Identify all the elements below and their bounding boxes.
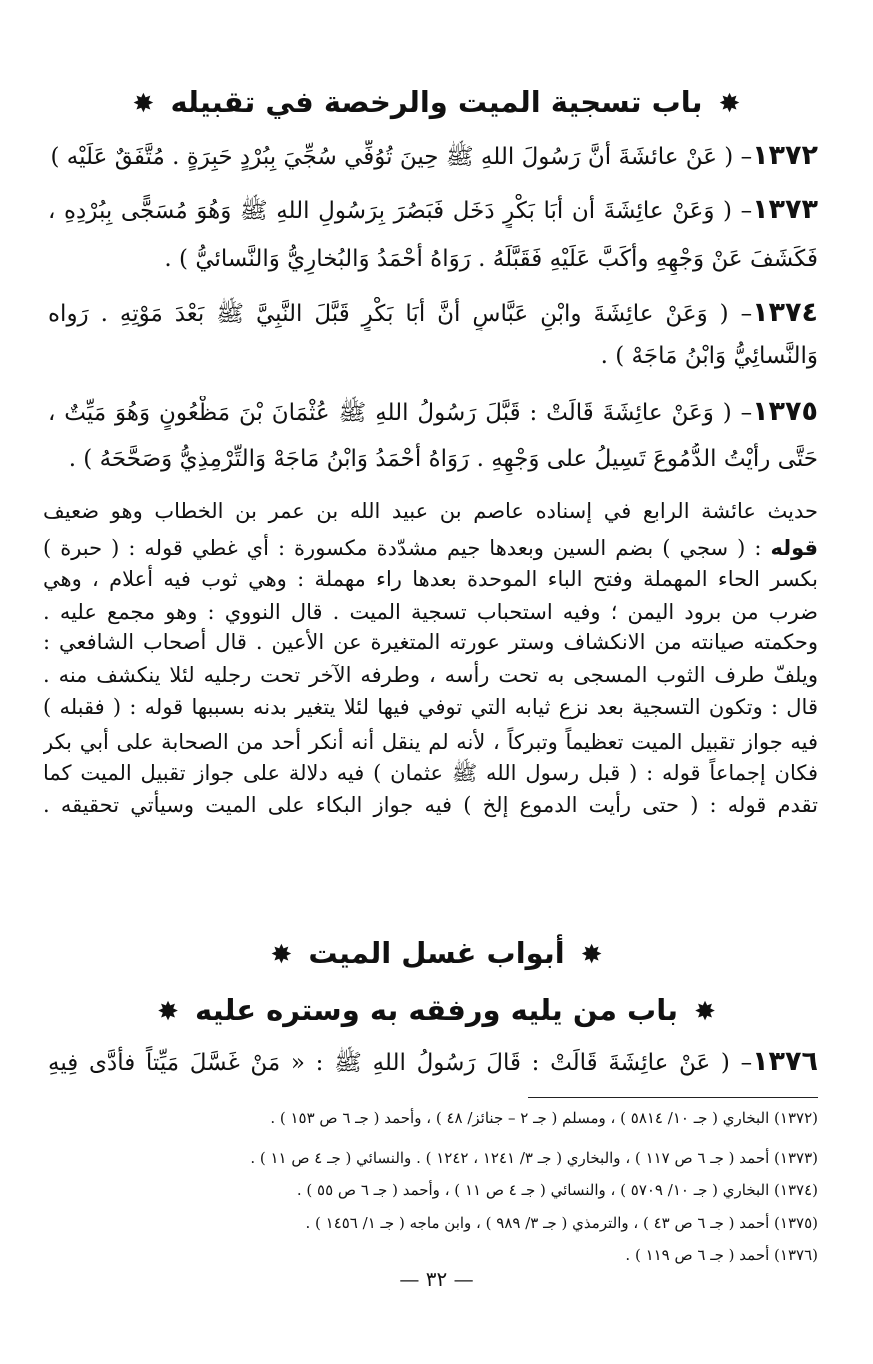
ornament-star-icon: ✸	[580, 940, 603, 970]
hadith-text: – ( وَعَنْ عائِشَةَ أن أبَا بَكْرٍ دَخَل فَبَصُرَ بِرَسُولِ اللهِ ﷺ وَهُوَ مُسَجًّى بِبُرْدِهِ ،	[48, 198, 753, 224]
hadith-text: – ( عَنْ عائِشَةَ قَالَتْ : قَالَ رَسُولُ اللهِ ﷺ : « مَنْ غَسَّلَ مَيِّتاً فأدَّى فِيهِ	[48, 1050, 753, 1076]
hadith-1373-line-1	[48, 194, 818, 228]
commentary-line: قال : وتكون التسجية بعد نزع ثيابه التي توفي فيها لئلا يتغير بدنه بسببها قوله : ( فقبله )	[43, 695, 818, 719]
hadith-1374-line-1	[48, 297, 818, 331]
hadith-number: ١٣٧٦	[752, 1046, 818, 1077]
hadith-1376	[48, 1046, 818, 1080]
commentary-line: فيه جواز تقبيل الميت تعظيماً وتبركاً ، لأنه لم ينقل أنه أنكر أحد من الصحابة على أبي بكر	[43, 730, 818, 754]
chapter-heading-text: باب تسجية الميت والرخصة في تقبيله	[170, 85, 703, 119]
ornament-star-icon: ✸	[694, 997, 716, 1027]
footnote: (١٣٧٦) أحمد ( جـ ٦ ص ١١٩ ) .	[625, 1246, 818, 1264]
hadith-1375-line-1	[48, 396, 818, 430]
commentary-line: تقدم قوله : ( حتى رأيت الدموع إلخ ) فيه جواز البكاء على الميت وسيأتي تحقيقه .	[43, 793, 818, 817]
commentary-line: وحكمته صيانته من الانكشاف وستر عورته المتغيرة عن الأعين . قال أصحاب الشافعي :	[43, 630, 818, 654]
footnote-separator	[528, 1097, 818, 1098]
hadith-number: ١٣٧٤	[752, 297, 818, 328]
commentary-line: بكسر الحاء المهملة وفتح الباء الموحدة بعدها راء مهملة : وهي ثوب فيه أعلام ، وهي	[43, 567, 818, 591]
hadith-text: – ( وَعَنْ عائِشَةَ وابْنِ عَبَّاسٍ أنَّ أبَا بَكْرٍ قَبَّلَ النَّبِيَّ ﷺ بَعْدَ مَوْتِهِ . رَواه	[48, 301, 753, 327]
hadith-text: – ( عَنْ عائشَةَ أنَّ رَسُولَ اللهِ ﷺ حِينَ تُوُفِّي سُجِّيَ بِبُرْدٍ حَبِرَةٍ . مُتَّفَقٌ عَلَيْه )	[50, 144, 753, 170]
commentary-line: ضرب من برود اليمن ؛ وفيه استحباب تسجية الميت . قال النووي : وهو مجمع عليه .	[43, 600, 818, 624]
hadith-1374-line-2: وَالنَّسائِيُّ وَابْنُ مَاجَهْ ) .	[600, 343, 818, 369]
chapter-heading-man-yalihi	[0, 990, 873, 1032]
chapter-heading-text: باب من يليه ورفقه به وستره عليه	[195, 993, 678, 1027]
ornament-star-icon: ✸	[157, 997, 179, 1027]
qawluhu-label: قوله	[770, 536, 818, 560]
footnote: (١٣٧٢) البخاري ( جـ ١٠/ ٥٨١٤ ) ، ومسلم ( جـ ٢ – جنائز/ ٤٨ ) ، وأحمد ( جـ ٦ ص ١٥٣ ) .	[270, 1109, 818, 1127]
footnote: (١٣٧٣) أحمد ( جـ ٦ ص ١١٧ ) ، والبخاري ( جـ ٣/ ١٢٤١ ، ١٢٤٢ ) . والنسائي ( جـ ٤ ص ١١ ) .	[250, 1149, 818, 1167]
page-number: — ٣٢ —	[399, 1267, 474, 1291]
hadith-1375-line-2: حَتَّى رأيْتُ الدُّمُوعَ تَسِيلُ على وَجْهِهِ . رَوَاهُ أحْمَدُ وَابْنُ مَاجَهْ وَالتِّرْمِذِيُّ وَصَحَّحَهُ ) .	[68, 446, 818, 472]
hadith-number: ١٣٧٣	[752, 194, 818, 225]
chapter-heading-text: أبواب غسل الميت	[308, 936, 565, 970]
commentary-line: فكان إجماعاً قوله : ( قبل رسول الله ﷺ عثمان ) فيه دلالة على جواز تقبيل الميت كما	[43, 761, 818, 785]
hadith-number: ١٣٧٢	[752, 140, 818, 171]
commentary-line: حديث عائشة الرابع في إسناده عاصم بن عبيد الله بن عمر بن الخطاب وهو ضعيف	[43, 499, 818, 523]
hadith-1373-line-2: فَكَشَفَ عَنْ وَجْهِهِ وأكَبَّ عَلَيْهِ فَقَبَّلَهُ . رَوَاهُ أحْمَدُ وَالبُخارِيُّ وَالنَّسائيُّ ) .	[164, 246, 818, 272]
ornament-star-icon: ✸	[132, 89, 155, 119]
hadith-number: ١٣٧٥	[752, 396, 818, 427]
ornament-star-icon: ✸	[718, 89, 741, 119]
footnote: (١٣٧٥) أحمد ( جـ ٦ ص ٤٣ ) ، والترمذي ( جـ ٣/ ٩٨٩ ) ، وابن ماجه ( جـ ١/ ١٤٥٦ ) .	[305, 1214, 818, 1232]
commentary-line: قوله : ( سجي ) بضم السين وبعدها جيم مشدّدة مكسورة : أي غطي قوله : ( حبرة )	[43, 536, 818, 560]
ornament-star-icon: ✸	[270, 940, 293, 970]
chapter-heading-tasjiya	[0, 82, 873, 124]
commentary-line: ويلفّ طرف الثوب المسجى به تحت رأسه ، وطرفه الآخر تحت رجليه لئلا ينكشف منه .	[43, 663, 818, 687]
hadith-1372	[48, 140, 818, 173]
footnote: (١٣٧٤) البخاري ( جـ ١٠/ ٥٧٠٩ ) ، والنسائي ( جـ ٤ ص ١١ ) ، وأحمد ( جـ ٦ ص ٥٥ ) .	[296, 1181, 818, 1199]
chapter-heading-ghusl	[0, 933, 873, 975]
hadith-text: – ( وَعَنْ عائِشَةَ قَالَتْ : قَبَّلَ رَسُولُ اللهِ ﷺ عُثْمَانَ بْنَ مَظْعُونٍ وَهُوَ مَيِّتٌ ،	[48, 400, 753, 426]
